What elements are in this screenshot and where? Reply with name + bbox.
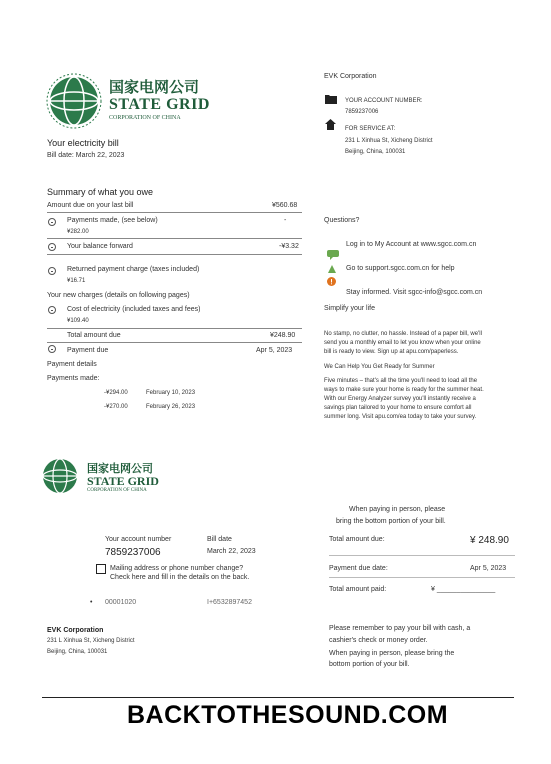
logo-sub-text: CORPORATION OF CHINA: [109, 115, 181, 121]
service-address-2: Beijing, China, 100031: [345, 149, 406, 155]
total-due-value: ¥248.90: [270, 332, 296, 339]
returned-payment-sub: ¥16.71: [67, 278, 86, 284]
stub-address-2: Beijing, China, 100031: [47, 649, 108, 655]
mailing-change-line1: Mailing address or phone number change?: [110, 565, 244, 572]
bill-date: Bill date: March 22, 2023: [47, 152, 125, 159]
summer-line: savings plan tailored to your home to ensure comfort all: [324, 405, 472, 411]
summary-title: Summary of what you owe: [47, 187, 154, 197]
stub-bill-date-label: Bill date: [207, 536, 232, 543]
questions-title: Questions?: [324, 217, 360, 224]
account-label: YOUR ACCOUNT NUMBER:: [345, 98, 423, 104]
simplify-title: Simplify your life: [324, 305, 375, 312]
payment-date: February 26, 2023: [146, 404, 196, 410]
cost-icon: [48, 306, 56, 314]
logo-sub-text: CORPORATION OF CHINA: [87, 488, 147, 493]
balance-forward-label: Your balance forward: [67, 243, 133, 250]
summer-line: Five minutes – that's all the time you'll need to load all the: [324, 378, 478, 384]
login-link[interactable]: Log in to My Account at www.sgcc.com.cn: [346, 241, 477, 248]
stub-due-date-label: Payment due date:: [329, 565, 388, 572]
stub-account-number: 7859237006: [105, 547, 161, 558]
support-icon: [327, 264, 337, 274]
stub-code-2: I+6532897452: [207, 599, 252, 606]
stub-due-date-value: Apr 5, 2023: [470, 565, 507, 572]
payment-amount: -¥294.00: [104, 390, 128, 396]
remember-line: When paying in person, please bring the: [329, 650, 455, 657]
info-icon: [327, 277, 336, 286]
amount-due-last-label: Amount due on your last bill: [47, 202, 134, 209]
payments-made-sub: ¥282.00: [67, 229, 89, 235]
company-name: EVK Corporation: [324, 73, 377, 80]
mailing-change-line2: Check here and fill in the details on the back.: [110, 574, 250, 581]
remember-line: Please remember to pay your bill with cash, a: [329, 625, 471, 632]
payment-date: February 10, 2023: [146, 390, 196, 396]
amount-due-last-value: ¥560.68: [272, 202, 298, 209]
new-charges-label: Your new charges (details on following pages): [47, 292, 190, 299]
simplify-line: send you a monthly email to let you know when your online: [324, 340, 481, 346]
payment-due-value: Apr 5, 2023: [256, 347, 293, 354]
folder-icon: [325, 94, 337, 104]
stub-bill-date-value: March 22, 2023: [207, 548, 256, 555]
returned-payment-icon: [48, 267, 56, 275]
logo-chinese-text: 国家电网公司: [109, 78, 200, 96]
payments-made-label: Payments made, (see below): [67, 217, 158, 224]
simplify-line: bill is ready to view. Sign up at apu.com/paperless.: [324, 349, 459, 355]
logo-english-text: STATE GRID: [87, 474, 159, 488]
total-due-label: Total amount due: [67, 332, 121, 339]
remember-line: bottom portion of your bill.: [329, 661, 410, 668]
cost-sub: ¥109.40: [67, 318, 89, 324]
stub-amount-paid-label: Total amount paid:: [329, 586, 387, 593]
stub-account-label: Your account number: [105, 536, 172, 543]
logo-english-text: STATE GRID: [109, 96, 210, 113]
service-label: FOR SERVICE AT:: [345, 126, 396, 132]
account-number: 7859237006: [345, 109, 379, 115]
remember-line: cashier's check or money order.: [329, 637, 428, 644]
service-address-1: 231 L Xinhua St, Xicheng District: [345, 138, 433, 144]
bill-title: Your electricity bill: [47, 138, 119, 148]
support-link[interactable]: Go to support.sgcc.com.cn for help: [346, 265, 455, 272]
home-icon: [325, 119, 336, 130]
simplify-line: No stamp, no clutter, no hassle. Instead of a paper bill, we'll: [324, 331, 482, 337]
globe-logo-icon: [46, 72, 102, 130]
stub-total-label: Total amount due:: [329, 536, 385, 543]
stub-address-1: 231 L Xinhua St, Xicheng District: [47, 638, 135, 644]
mailing-change-checkbox[interactable]: [96, 564, 106, 574]
pay-in-person-1: When paying in person, please: [349, 506, 446, 513]
logo-chinese-text: 国家电网公司: [87, 462, 153, 475]
stub-total-value: ¥ 248.90: [470, 535, 509, 546]
payments-made-value: -: [284, 217, 287, 224]
payment-due-icon: [48, 345, 56, 353]
balance-forward-value: -¥3.32: [279, 243, 299, 250]
state-grid-logo-top: [46, 72, 236, 132]
stub-company-name: EVK Corporation: [47, 627, 104, 634]
stub-amount-paid-input[interactable]: ¥ _______________: [431, 586, 496, 593]
summer-title: We Can Help You Get Ready for Summer: [324, 364, 435, 370]
payments-made-title: Payments made:: [47, 375, 100, 382]
summer-line: ways to make sure your home is ready for the summer heat.: [324, 387, 484, 393]
summer-line: summer long. Visit apu.com/ea today to take your survey.: [324, 414, 477, 420]
balance-forward-icon: [48, 243, 56, 251]
state-grid-logo-bottom: [40, 456, 200, 498]
cost-label: Cost of electricity (included taxes and fees): [67, 306, 201, 313]
summer-line: With our Energy Analyzer survey you'll instantly receive a: [324, 396, 476, 402]
watermark-text: BACKTOTHESOUND.COM: [127, 701, 449, 729]
globe-logo-icon: [40, 456, 80, 496]
payment-details-label: Payment details: [47, 361, 97, 368]
stay-informed-link[interactable]: Stay informed. Visit sgcc-info@sgcc.com.cn: [346, 289, 483, 296]
bullet: •: [90, 599, 93, 606]
pay-in-person-2: bring the bottom portion of your bill.: [336, 518, 446, 525]
stub-code-1: 00001020: [105, 599, 137, 606]
chat-icon: [327, 250, 339, 260]
payment-amount: -¥270.00: [104, 404, 128, 410]
returned-payment-label: Returned payment charge (taxes included): [67, 266, 200, 273]
payments-made-icon: [48, 218, 56, 226]
payment-due-label: Payment due: [67, 347, 109, 354]
